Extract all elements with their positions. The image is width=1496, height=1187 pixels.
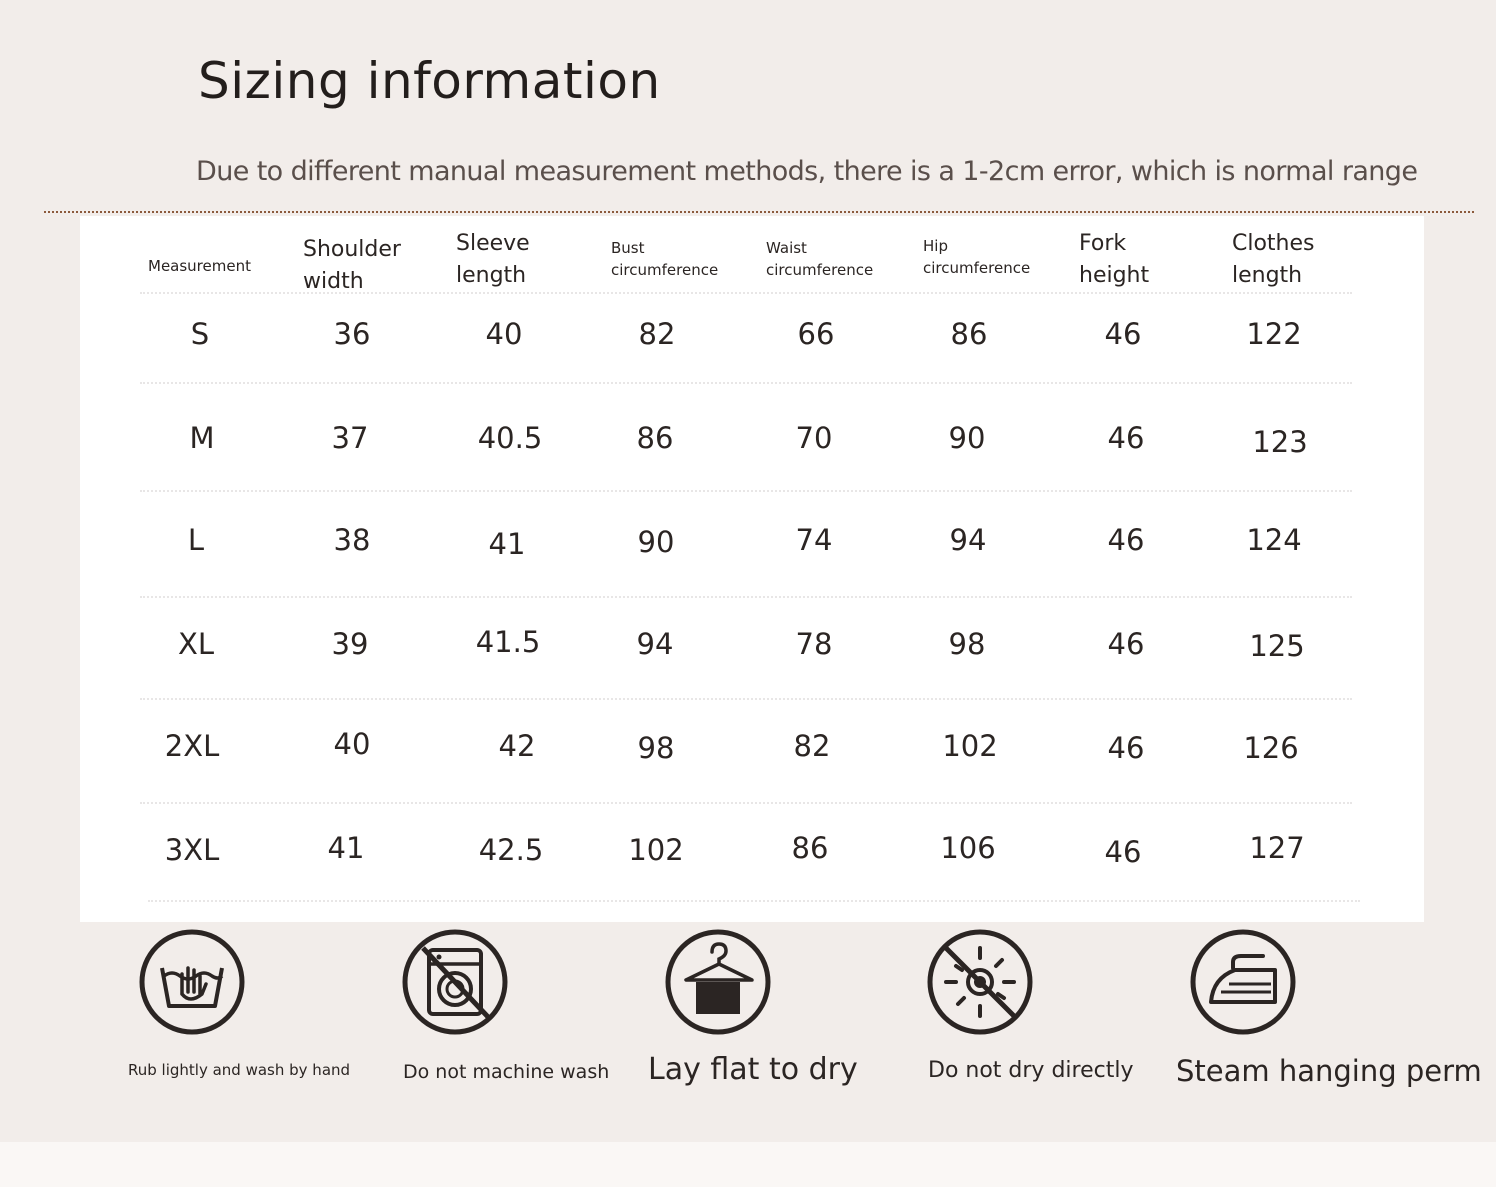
size-label: XL: [177, 627, 215, 661]
row-separator: [140, 698, 1352, 700]
header-clothes-length: Clothes length: [1232, 231, 1315, 288]
waist-value: 86: [791, 831, 829, 865]
size-label: 3XL: [164, 833, 220, 867]
bust-value: 90: [637, 525, 675, 559]
row-separator: [140, 596, 1352, 598]
bust-value: 94: [636, 627, 674, 661]
header-shoulder-width: Shoulder width: [303, 237, 401, 294]
care-label: Do not dry directly: [928, 1058, 1134, 1083]
size-label: M: [189, 421, 215, 455]
size-label: L: [187, 523, 205, 557]
table-row: [80, 498, 1424, 602]
header-hip-circumference: Hip circumference: [923, 237, 1031, 277]
table-row: [80, 396, 1424, 500]
table-row: [80, 704, 1424, 808]
waist-value: 70: [795, 421, 833, 455]
waist-value: 66: [797, 317, 835, 351]
divider: [44, 211, 1474, 213]
table-row: [80, 808, 1424, 912]
clothes-length-value: 127: [1249, 831, 1305, 865]
care-label: Rub lightly and wash by hand: [128, 1061, 351, 1079]
bust-value: 98: [637, 731, 675, 765]
fork-height-value: 46: [1107, 731, 1145, 765]
care-label: Steam hanging perm: [1176, 1054, 1482, 1088]
sleeve-length-value: 41: [488, 527, 526, 561]
measurement-note: Due to different manual measurement methods, there is a 1-2cm error, which is normal range: [196, 156, 1418, 187]
sleeve-length-value: 42.5: [478, 833, 544, 867]
no-machine-wash-icon: [401, 928, 509, 1036]
size-label: S: [190, 317, 210, 351]
clothes-length-value: 126: [1243, 731, 1299, 765]
sleeve-length-value: 41.5: [475, 625, 541, 659]
header-measurement: Measurement: [148, 257, 251, 275]
clothes-length-value: 125: [1249, 629, 1305, 663]
fork-height-value: 46: [1104, 317, 1142, 351]
waist-value: 78: [795, 627, 833, 661]
hand-wash-icon: [138, 928, 246, 1036]
row-separator: [140, 490, 1352, 492]
clothes-length-value: 124: [1246, 523, 1302, 557]
fork-height-value: 46: [1107, 627, 1145, 661]
bust-value: 86: [636, 421, 674, 455]
care-label: Lay flat to dry: [648, 1052, 858, 1087]
hip-value: 102: [942, 729, 998, 763]
iron-icon: [1189, 928, 1297, 1036]
shoulder-width-value: 36: [333, 317, 371, 351]
shoulder-width-value: 39: [331, 627, 369, 661]
sleeve-length-value: 42: [498, 729, 536, 763]
header-bust-circumference: Bust circumference: [611, 239, 719, 279]
hanger-dry-icon: [664, 928, 772, 1036]
hip-value: 98: [948, 627, 986, 661]
shoulder-width-value: 41: [327, 831, 365, 865]
clothes-length-value: 123: [1252, 425, 1308, 459]
page-title: Sizing information: [198, 52, 661, 110]
no-sun-dry-icon: [926, 928, 1034, 1036]
size-label: 2XL: [164, 729, 220, 763]
sleeve-length-value: 40: [485, 317, 523, 351]
sleeve-length-value: 40.5: [477, 421, 543, 455]
bust-value: 82: [638, 317, 676, 351]
shoulder-width-value: 37: [331, 421, 369, 455]
header-sleeve-length: Sleeve length: [456, 231, 530, 288]
footer-strip: [0, 1142, 1496, 1187]
fork-height-value: 46: [1107, 523, 1145, 557]
clothes-length-value: 122: [1246, 317, 1302, 351]
waist-value: 74: [795, 523, 833, 557]
shoulder-width-value: 38: [333, 523, 371, 557]
care-label: Do not machine wash: [403, 1061, 610, 1083]
row-separator: [140, 382, 1352, 384]
fork-height-value: 46: [1104, 835, 1142, 869]
waist-value: 82: [793, 729, 831, 763]
table-row: [80, 602, 1424, 706]
hip-value: 106: [940, 831, 996, 865]
row-separator: [140, 802, 1352, 804]
header-fork-height: Fork height: [1079, 231, 1150, 288]
header-waist-circumference: Waist circumference: [766, 239, 874, 279]
shoulder-width-value: 40: [333, 727, 371, 761]
row-separator: [148, 900, 1360, 902]
bust-value: 102: [628, 833, 684, 867]
hip-value: 90: [948, 421, 986, 455]
table-row: [80, 292, 1424, 396]
hip-value: 86: [950, 317, 988, 351]
fork-height-value: 46: [1107, 421, 1145, 455]
size-table: [80, 216, 1424, 922]
hip-value: 94: [949, 523, 987, 557]
